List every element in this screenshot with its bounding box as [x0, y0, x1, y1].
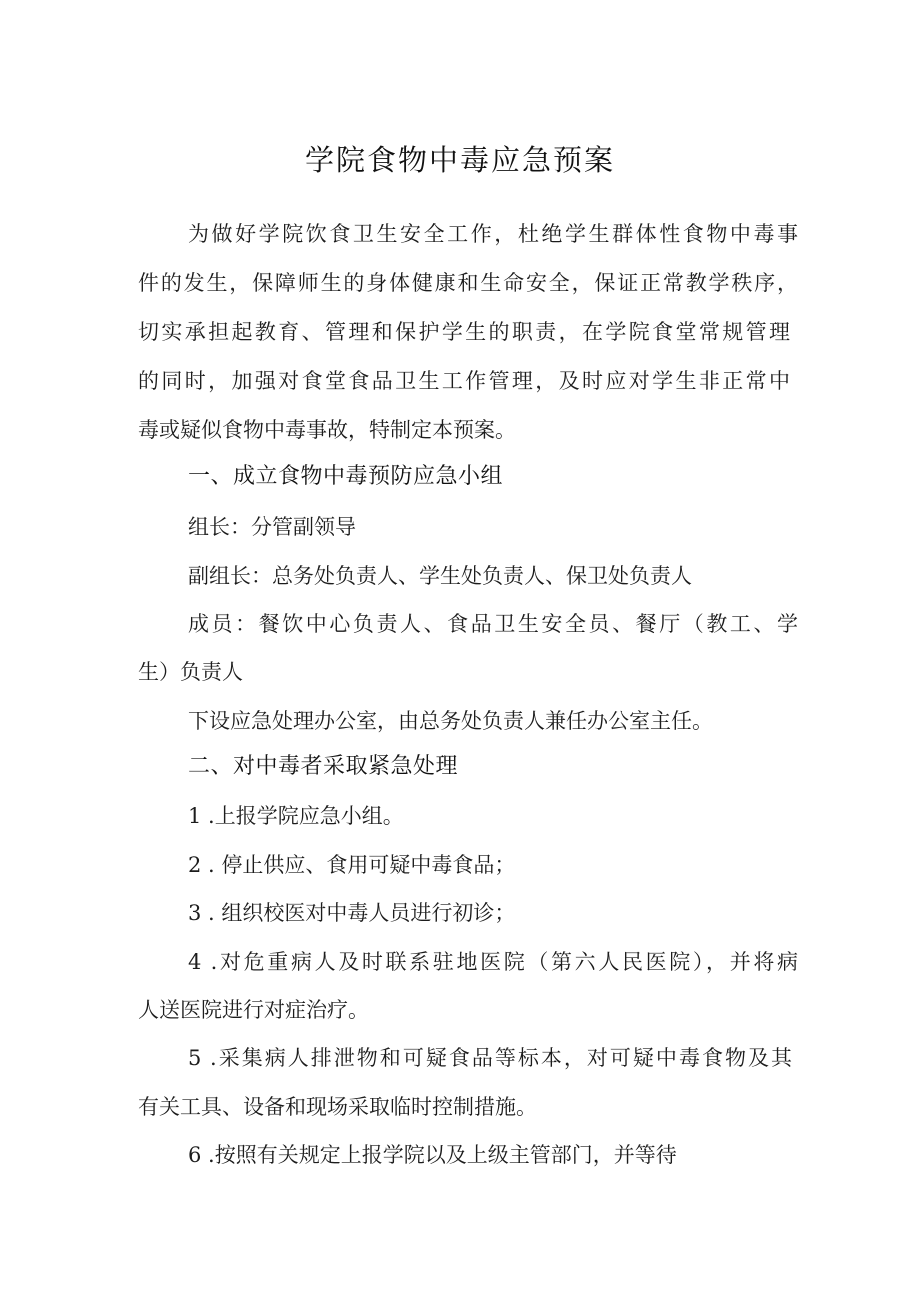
intro-line-4: 的同时，加强对食堂食品卫生工作管理，及时应对学生非正常中 — [138, 369, 790, 393]
intro-line-1: 为做好学院饮食卫生安全工作，杜绝学生群体性食物中毒事 — [188, 222, 798, 246]
section2-item-4-line-2: 人送医院进行对症治疗。 — [138, 998, 369, 1022]
section1-deputy: 副组长：总务处负责人、学生处负责人、保卫处负责人 — [188, 564, 692, 588]
section2-item-5-line-1: 5 .采集病人排泄物和可疑食品等标本，对可疑中毒食物及其 — [188, 1046, 792, 1070]
section1-members-line-1: 成员：餐饮中心负责人、食品卫生安全员、餐厅（教工、学 — [188, 612, 798, 636]
intro-line-2: 件的发生，保障师生的身体健康和生命安全，保证正常教学秩序， — [138, 271, 798, 295]
section2-item-5-line-2: 有关工具、设备和现场采取临时控制措施。 — [138, 1095, 537, 1119]
document-title: 学院食物中毒应急预案 — [304, 143, 615, 177]
section1-members-line-2: 生）负责人 — [138, 660, 243, 684]
intro-line-3: 切实承担起教育、管理和保护学生的职责，在学院食堂常规管理 — [138, 320, 790, 344]
section1-leader: 组长：分管副领导 — [188, 515, 356, 539]
section1-office: 下设应急处理办公室，由总务处负责人兼任办公室主任。 — [188, 709, 713, 733]
section2-heading: 二、对中毒者采取紧急处理 — [188, 754, 459, 779]
section2-item-1: 1 .上报学院应急小组。 — [188, 804, 404, 828]
section1-heading: 一、成立食物中毒预防应急小组 — [188, 464, 504, 489]
section2-item-3: 3 . 组织校医对中毒人员进行初诊； — [188, 901, 516, 925]
intro-line-5: 毒或疑似食物中毒事故，特制定本预案。 — [138, 418, 516, 442]
section2-item-4-line-1: 4 .对危重病人及时联系驻地医院（第六人民医院），并将病 — [188, 950, 798, 974]
section2-item-6-line-1: 6 .按照有关规定上报学院以及上级主管部门，并等待 — [188, 1143, 677, 1167]
section2-item-2: 2 . 停止供应、食用可疑中毒食品； — [188, 853, 516, 877]
